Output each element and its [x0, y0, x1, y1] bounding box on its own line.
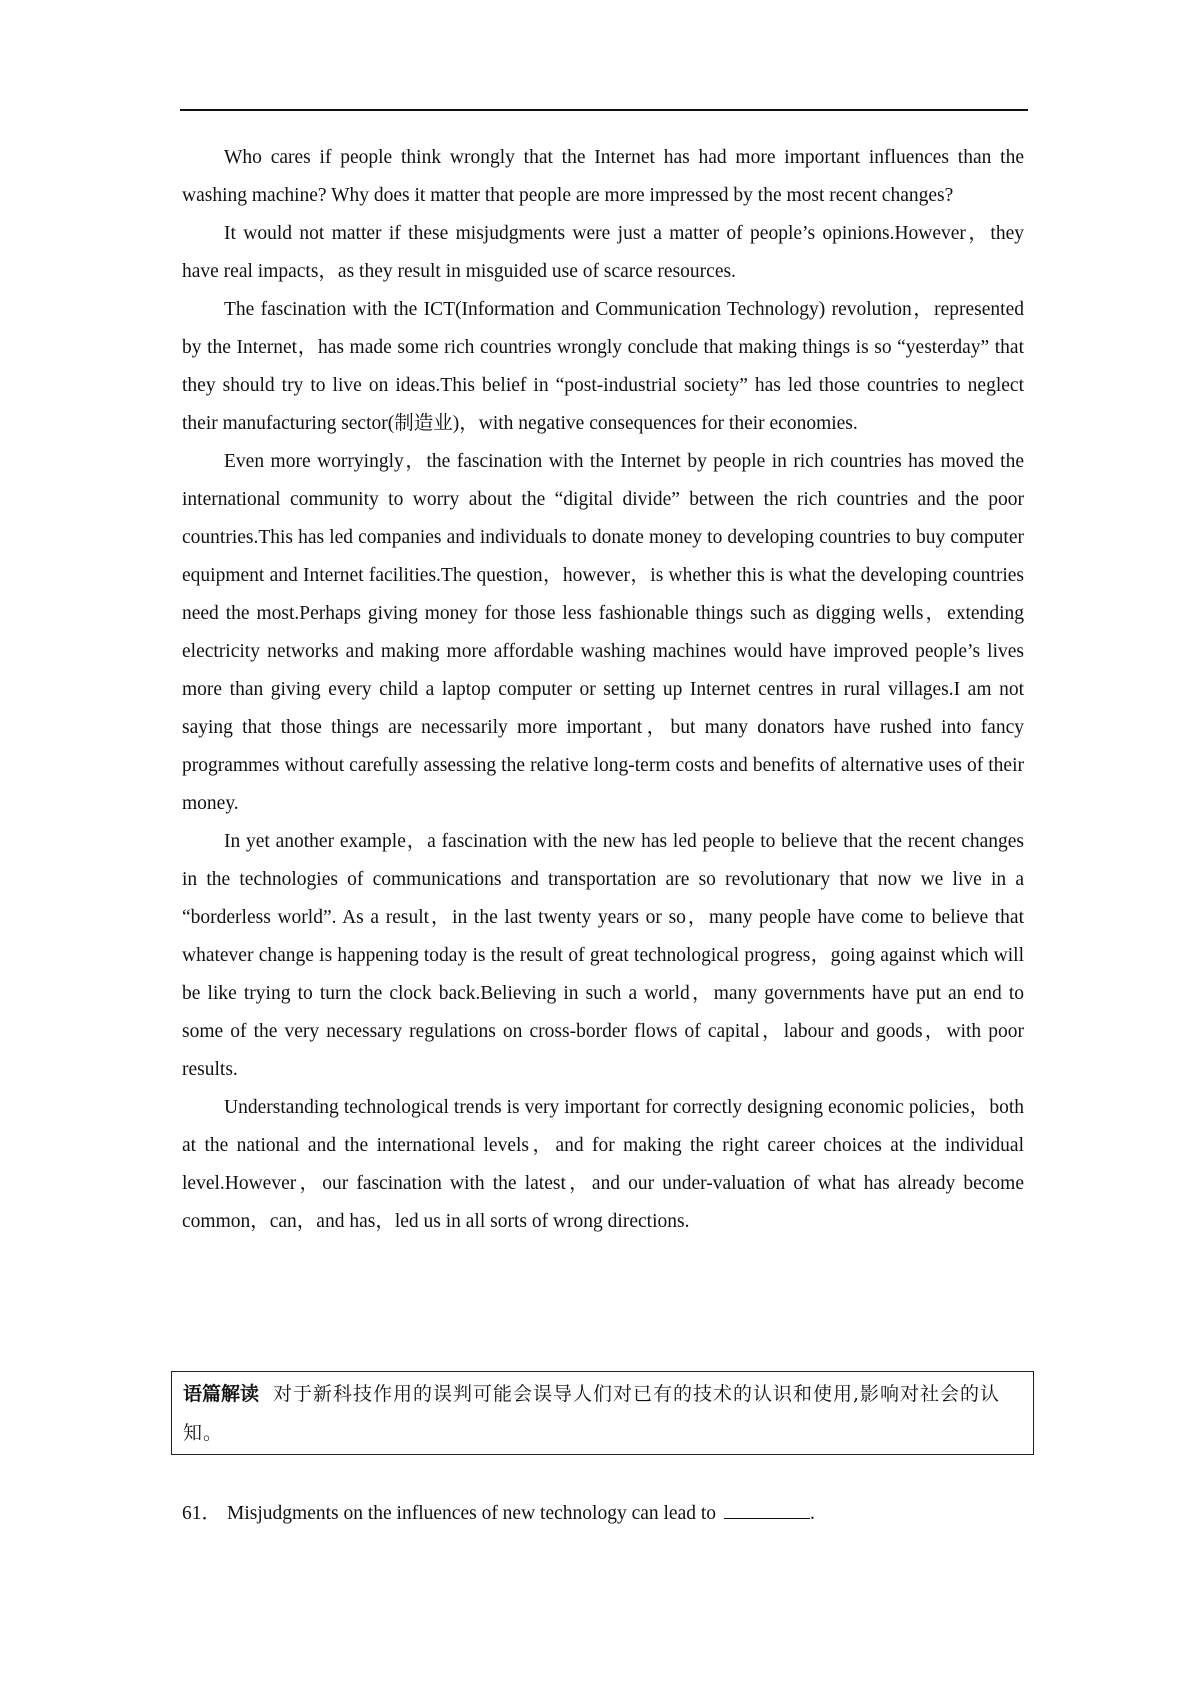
summary-label: 语篇解读 — [183, 1383, 260, 1405]
paragraph-3: The fascination with the ICT(Information and Communication Technology) revolution，represented by the Internet，has made some rich countries wrongly conclude that making things is so “yesterday” that they should try to live on ideas.This belief in “post-industrial society” has led those countries to neglect their manufacturing sector(制造业)，with negative consequences for their economies. — [182, 299, 1024, 434]
question-61 — [182, 1495, 1024, 1533]
paragraph-6: Understanding technological trends is very important for correctly designing economic policies，both at the national and the international levels，and for making the right career choices at the individual level.However，our fascination with the latest，and our under-valuation of what has already become common，can，and has，led us in all sorts of wrong directions. — [182, 1097, 1024, 1232]
summary-box — [171, 1371, 1034, 1455]
paragraph-4: Even more worryingly，the fascination with the Internet by people in rich countries has moved the international community to worry about the “digital divide” between the rich countries and the poor countries.This has led companies and individuals to donate money to developing countries to buy computer equipment and Internet facilities.The question，however，is whether this is what the developing countries need the most.Perhaps giving money for those less fashionable things such as digging wells，extending electricity networks and making more affordable washing machines would have improved people’s lives more than giving every child a laptop computer or setting up Internet centres in rural villages.I am not saying that those things are necessarily more important，but many donators have rushed into fancy programmes without carefully assessing the relative long-term costs and benefits of alternative uses of their money. — [182, 451, 1024, 814]
summary-text: 对于新科技作用的误判可能会误导人们对已有的技术的认识和使用,影响对社会的认知。 — [183, 1383, 1001, 1444]
question-number: 61． — [182, 1503, 222, 1524]
paragraph-2: It would not matter if these misjudgments were just a matter of people’s opinions.However，they have real impacts，as they result in misguided use of scarce resources. — [182, 223, 1024, 282]
answer-blank[interactable] — [724, 1498, 810, 1519]
article-body — [182, 139, 1024, 1241]
question-text: Misjudgments on the influences of new technology can lead to — [227, 1503, 717, 1524]
question-ending: . — [810, 1503, 815, 1524]
header-rule — [180, 109, 1028, 111]
paragraph-1: Who cares if people think wrongly that the Internet has had more important influences than the washing machine? Why does it matter that people are more impressed by the most recent changes? — [182, 147, 1024, 206]
paragraph-5: In yet another example，a fascination with the new has led people to believe that the recent changes in the technologies of communications and transportation are so revolutionary that now we live in a “borderless world”. As a result，in the last twenty years or so，many people have come to believe that whatever change is happening today is the result of great technological progress，going against which will be like trying to turn the clock back.Believing in such a world，many governments have put an end to some of the very necessary regulations on cross-border flows of capital，labour and goods，with poor results. — [182, 831, 1024, 1080]
